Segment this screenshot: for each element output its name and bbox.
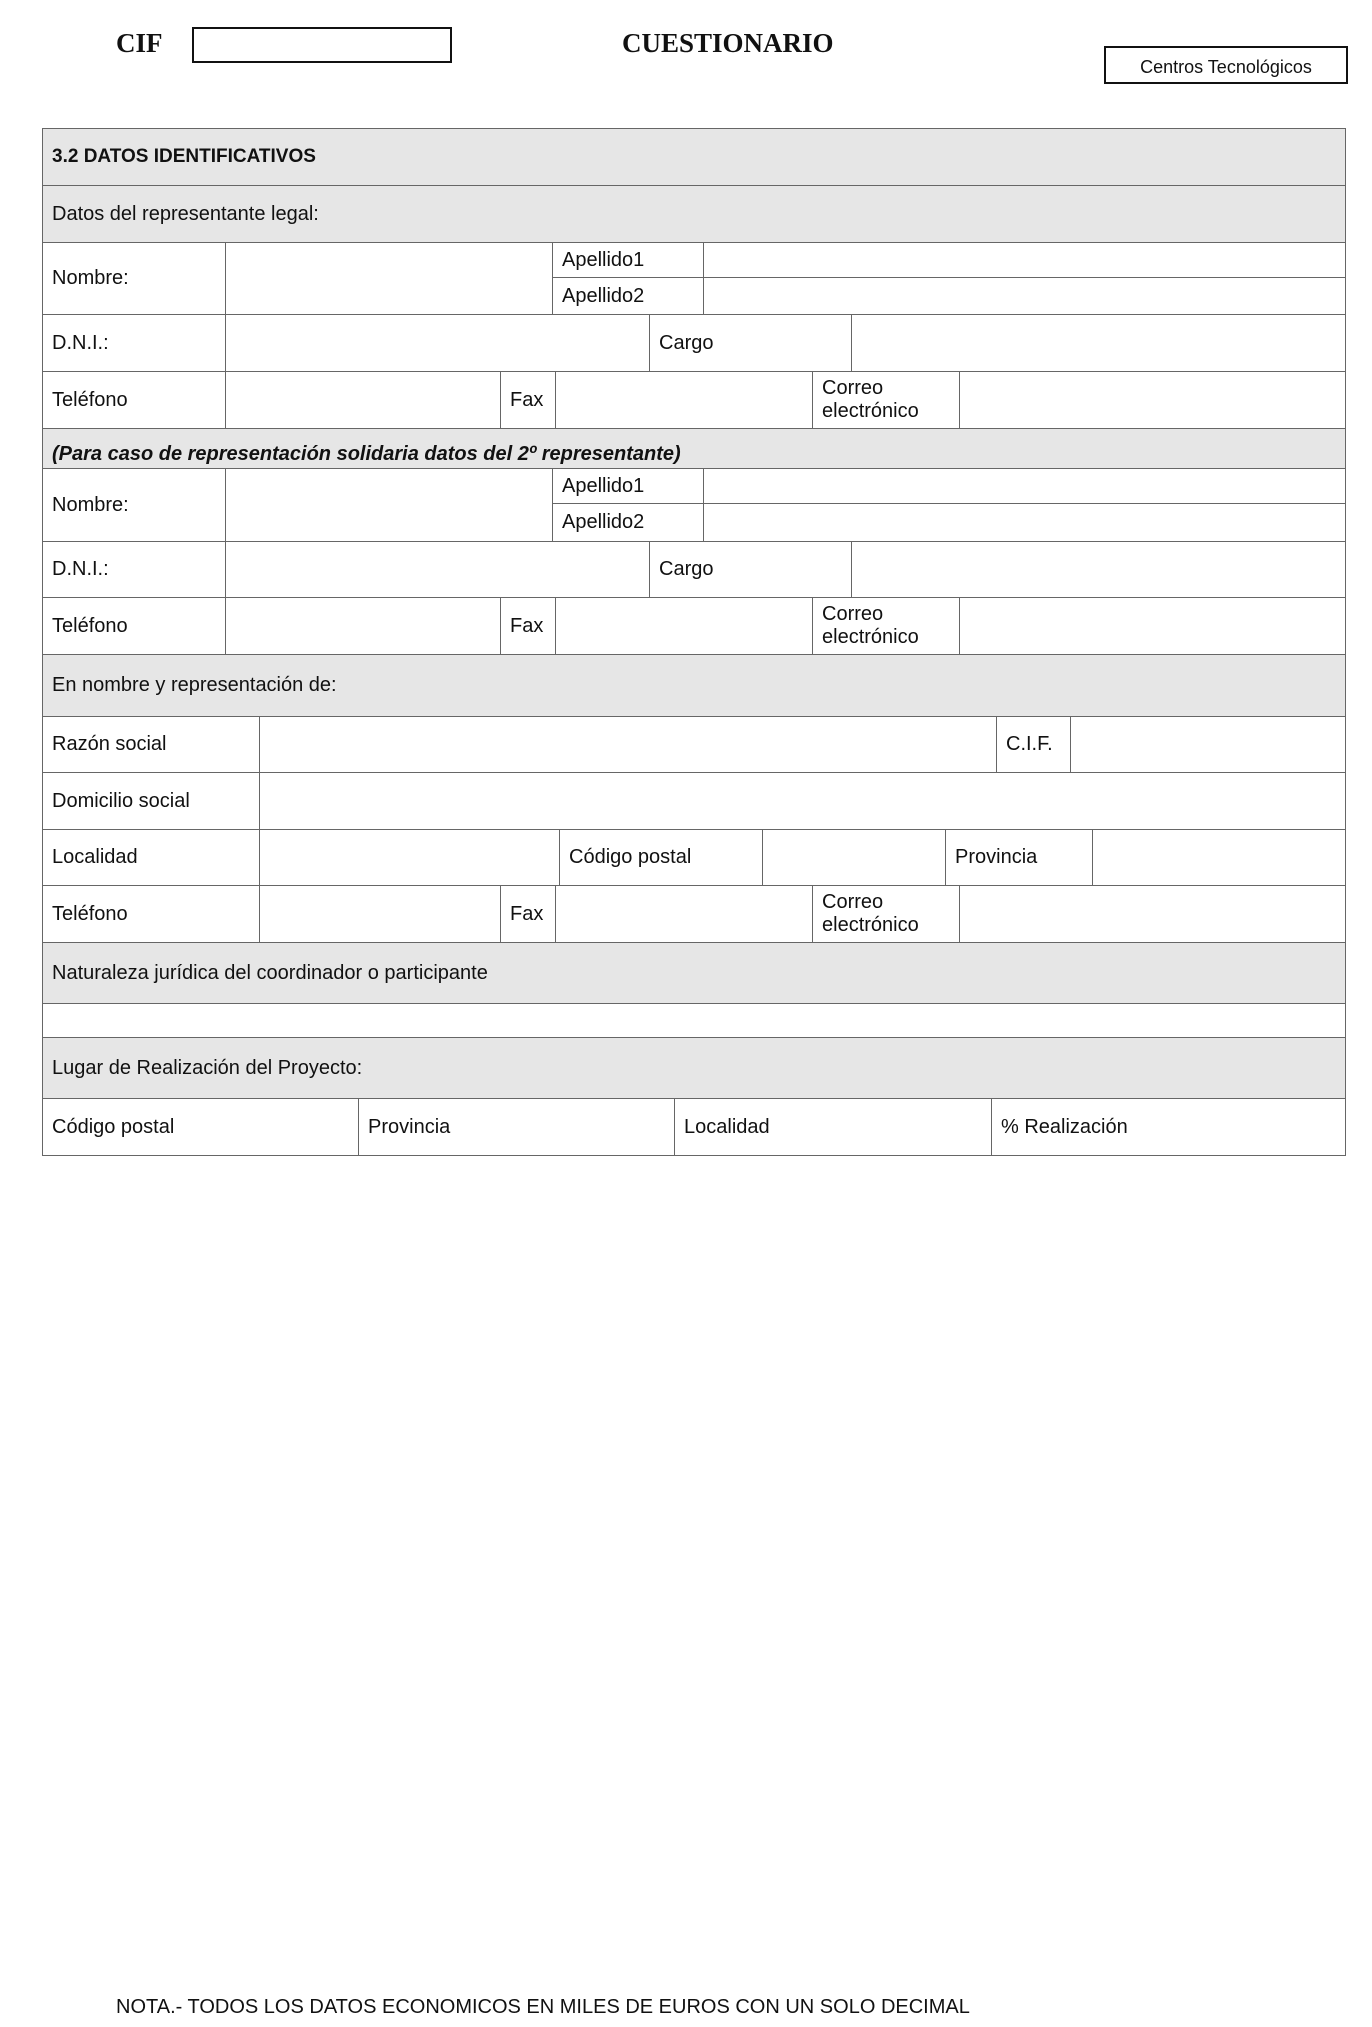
rep2-telefono-label: Teléfono (43, 598, 226, 655)
section-title: 3.2 DATOS IDENTIFICATIVOS (43, 129, 1345, 186)
rep2-apellido1-label: Apellido1 (553, 469, 704, 504)
company-localidad-label: Localidad (43, 830, 260, 886)
page-title: CUESTIONARIO (622, 28, 834, 58)
rep1-apellido2-label: Apellido2 (553, 278, 704, 315)
company-provincia-label: Provincia (946, 830, 1093, 886)
legal-nature-heading: Naturaleza jurídica del coordinador o participante (43, 943, 1345, 1004)
rep1-correo-field[interactable] (960, 372, 1345, 429)
company-provincia-field[interactable] (1093, 830, 1345, 886)
razon-social-label: Razón social (43, 717, 260, 773)
company-fax-field[interactable] (556, 886, 813, 943)
project-realizacion-label[interactable]: % Realización (1001, 1115, 1128, 1138)
rep1-dni-label: D.N.I.: (43, 315, 226, 372)
project-cp-label[interactable]: Código postal (43, 1099, 359, 1155)
domicilio-social-field[interactable] (260, 773, 1345, 830)
identification-form (42, 128, 1346, 1156)
rep1-telefono-field[interactable] (226, 372, 501, 429)
rep1-nombre-field[interactable] (226, 243, 553, 315)
rep1-fax-field[interactable] (556, 372, 813, 429)
company-localidad-field[interactable] (260, 830, 560, 886)
rep2-correo-field[interactable] (960, 598, 1345, 655)
rep2-cargo-label: Cargo (650, 542, 852, 598)
rep2-fax-label: Fax (501, 598, 556, 655)
cif-input-box[interactable] (192, 27, 452, 63)
rep1-nombre-label: Nombre: (43, 243, 226, 315)
company-cp-field[interactable] (763, 830, 946, 886)
project-localidad-label[interactable]: Localidad (675, 1099, 992, 1155)
project-provincia-label[interactable]: Provincia (359, 1099, 675, 1155)
second-rep-heading: (Para caso de representación solidaria datos del 2º representante) (43, 429, 1345, 469)
rep1-correo-label: Correo electrónico (813, 372, 960, 429)
footer-note: NOTA.- TODOS LOS DATOS ECONOMICOS EN MILES DE EUROS CON UN SOLO DECIMAL (116, 1996, 970, 2018)
company-cp-label: Código postal (560, 830, 763, 886)
rep1-apellido2-field[interactable] (704, 278, 1345, 315)
rep1-telefono-label: Teléfono (43, 372, 226, 429)
company-cif-label: C.I.F. (997, 717, 1071, 773)
rep2-dni-field[interactable] (226, 542, 650, 598)
company-fax-label: Fax (501, 886, 556, 943)
rep1-apellido1-field[interactable] (704, 243, 1345, 278)
category-box: Centros Tecnológicos (1104, 46, 1348, 84)
rep2-apellido2-field[interactable] (704, 504, 1345, 542)
rep1-dni-field[interactable] (226, 315, 650, 372)
domicilio-social-label: Domicilio social (43, 773, 260, 830)
project-place-heading: Lugar de Realización del Proyecto: (43, 1038, 1345, 1099)
rep2-dni-label: D.N.I.: (43, 542, 226, 598)
company-telefono-label: Teléfono (43, 886, 260, 943)
company-correo-label: Correo electrónico (813, 886, 960, 943)
rep2-nombre-label: Nombre: (43, 469, 226, 542)
rep1-apellido1-label: Apellido1 (553, 243, 704, 278)
legal-rep-heading: Datos del representante legal: (43, 186, 1345, 243)
rep2-nombre-field[interactable] (226, 469, 553, 542)
rep1-fax-label: Fax (501, 372, 556, 429)
razon-social-field[interactable] (260, 717, 997, 773)
cif-label: CIF (116, 28, 163, 58)
rep1-cargo-label: Cargo (650, 315, 852, 372)
rep2-cargo-field[interactable] (852, 542, 1345, 598)
company-heading: En nombre y representación de: (43, 655, 1345, 717)
rep2-fax-field[interactable] (556, 598, 813, 655)
company-telefono-field[interactable] (260, 886, 501, 943)
legal-nature-field[interactable] (43, 1004, 1345, 1038)
company-cif-field[interactable] (1071, 717, 1345, 773)
rep2-apellido1-field[interactable] (704, 469, 1345, 504)
rep2-apellido2-label: Apellido2 (553, 504, 704, 542)
rep2-correo-label: Correo electrónico (813, 598, 960, 655)
rep2-telefono-field[interactable] (226, 598, 501, 655)
company-correo-field[interactable] (960, 886, 1345, 943)
rep1-cargo-field[interactable] (852, 315, 1345, 372)
